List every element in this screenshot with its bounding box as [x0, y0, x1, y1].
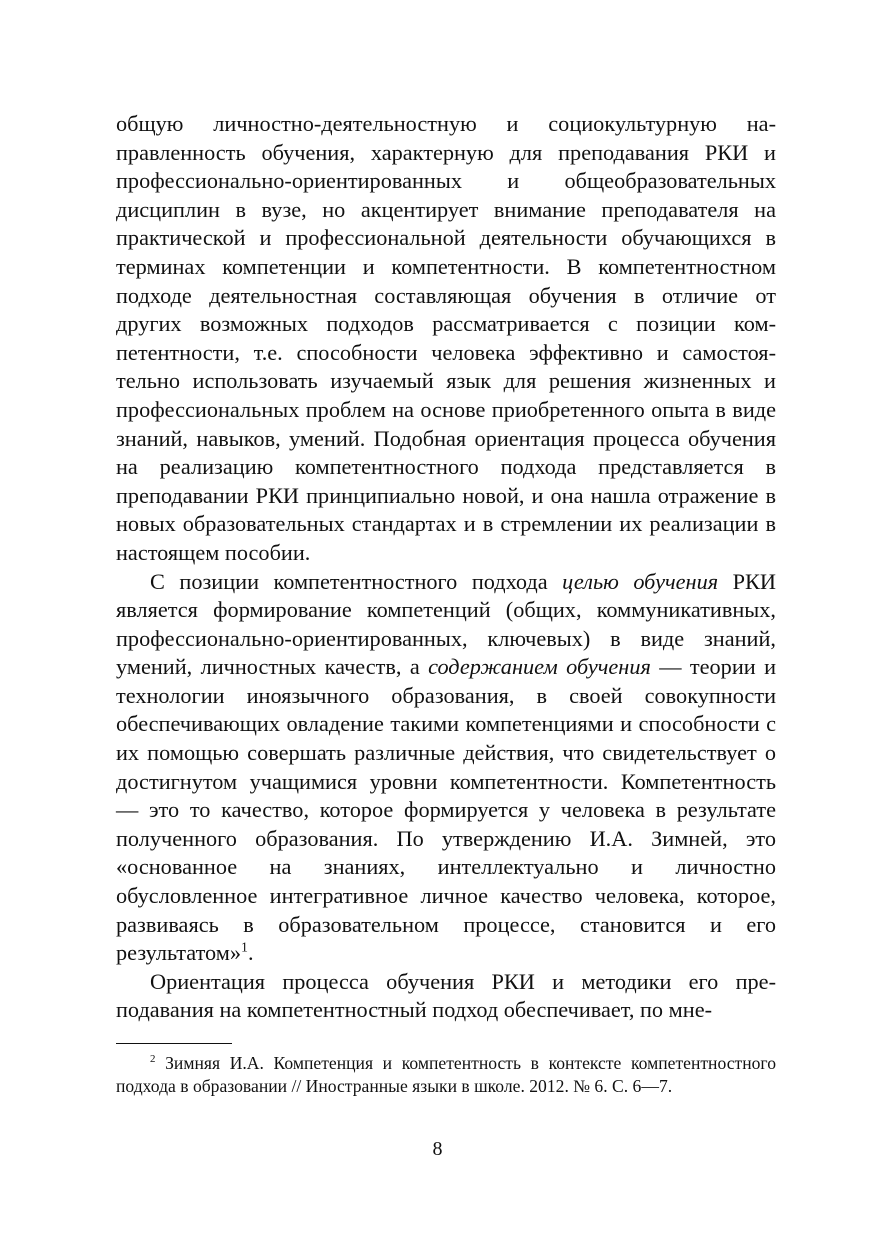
- footnote-marker: 2: [150, 1053, 156, 1066]
- footnotes: [116, 1052, 776, 1098]
- paragraph-2-text-2: РКИ является формирование компетенций (общих, коммуникативных, профессионально-ориентированных, ключевых) в виде знаний, умений, личностных качеств, а: [116, 568, 777, 680]
- footnote-text: Зимняя И.А. Компетенция и компетентность в контексте компетентностного подхода в образовании // Иностранные языки в школе. 2012. № 6. С. 6—7.: [116, 1053, 776, 1096]
- paragraph-2: [116, 568, 776, 968]
- main-text: [116, 110, 776, 1025]
- paragraph-1: общую личностно-деятельностную и социокультурную направленность обучения, характерную для преподавания РКИ и профессионально-ориентированных и общеобразовательных дисциплин в вузе, но акцентирует внимание преподавателя на практической и профессиональной деятельности обучающихся в терминах компетенции и компетентности. В компетентностном подходе деятельностная составляющая обучения в отличие от других возможных подходов рассматривается с позиции компетентности, т.е. способности человека эффективно и самостоятельно использовать изучаемый язык для решения жизненных и профессиональных проблем на основе приобретенного опыта в виде знаний, навыков, умений. Подобная ориентация процесса обучения на реализацию компетентностного подхода представляется в преподавании РКИ принципиально новой, и она нашла отражение в новых образовательных стандартах и в стремлении их реализации в настоящем пособии.: [116, 111, 776, 565]
- page-number: 8: [432, 1138, 443, 1160]
- paragraph-3: Ориентация процесса обучения РКИ и методики его преподавания на компетентностный подход обеспечивает, по мне-: [116, 968, 776, 1023]
- footnote-reference: 1: [241, 939, 248, 955]
- term-learning-goal: целью обучения: [562, 568, 719, 594]
- paragraph-2-text-1: С позиции компетентностного подхода: [150, 568, 563, 594]
- paragraph-2-text-3: — теории и технологии иноязычного образования, в своей совокупности обеспечивающих овладение такими компетенциями и способности с их помощью совершать различные действия, что свидетельствует о достигнутом учащимися уровни компетентности. Компетентность — это то качество, которое формируется у человека в результате полученного образования. По утверждению И.А. Зимней, это «основанное на знаниях, интеллектуально и личностно обусловленное интегративное личное качество человека, которое, развиваясь в образовательном процессе, становится и его результатом»: [116, 654, 776, 966]
- paragraph-2-text-4: .: [247, 940, 254, 966]
- term-learning-content: содержанием обучения: [428, 654, 651, 680]
- footnote-separator: [116, 1043, 232, 1044]
- footnote: [116, 1052, 776, 1098]
